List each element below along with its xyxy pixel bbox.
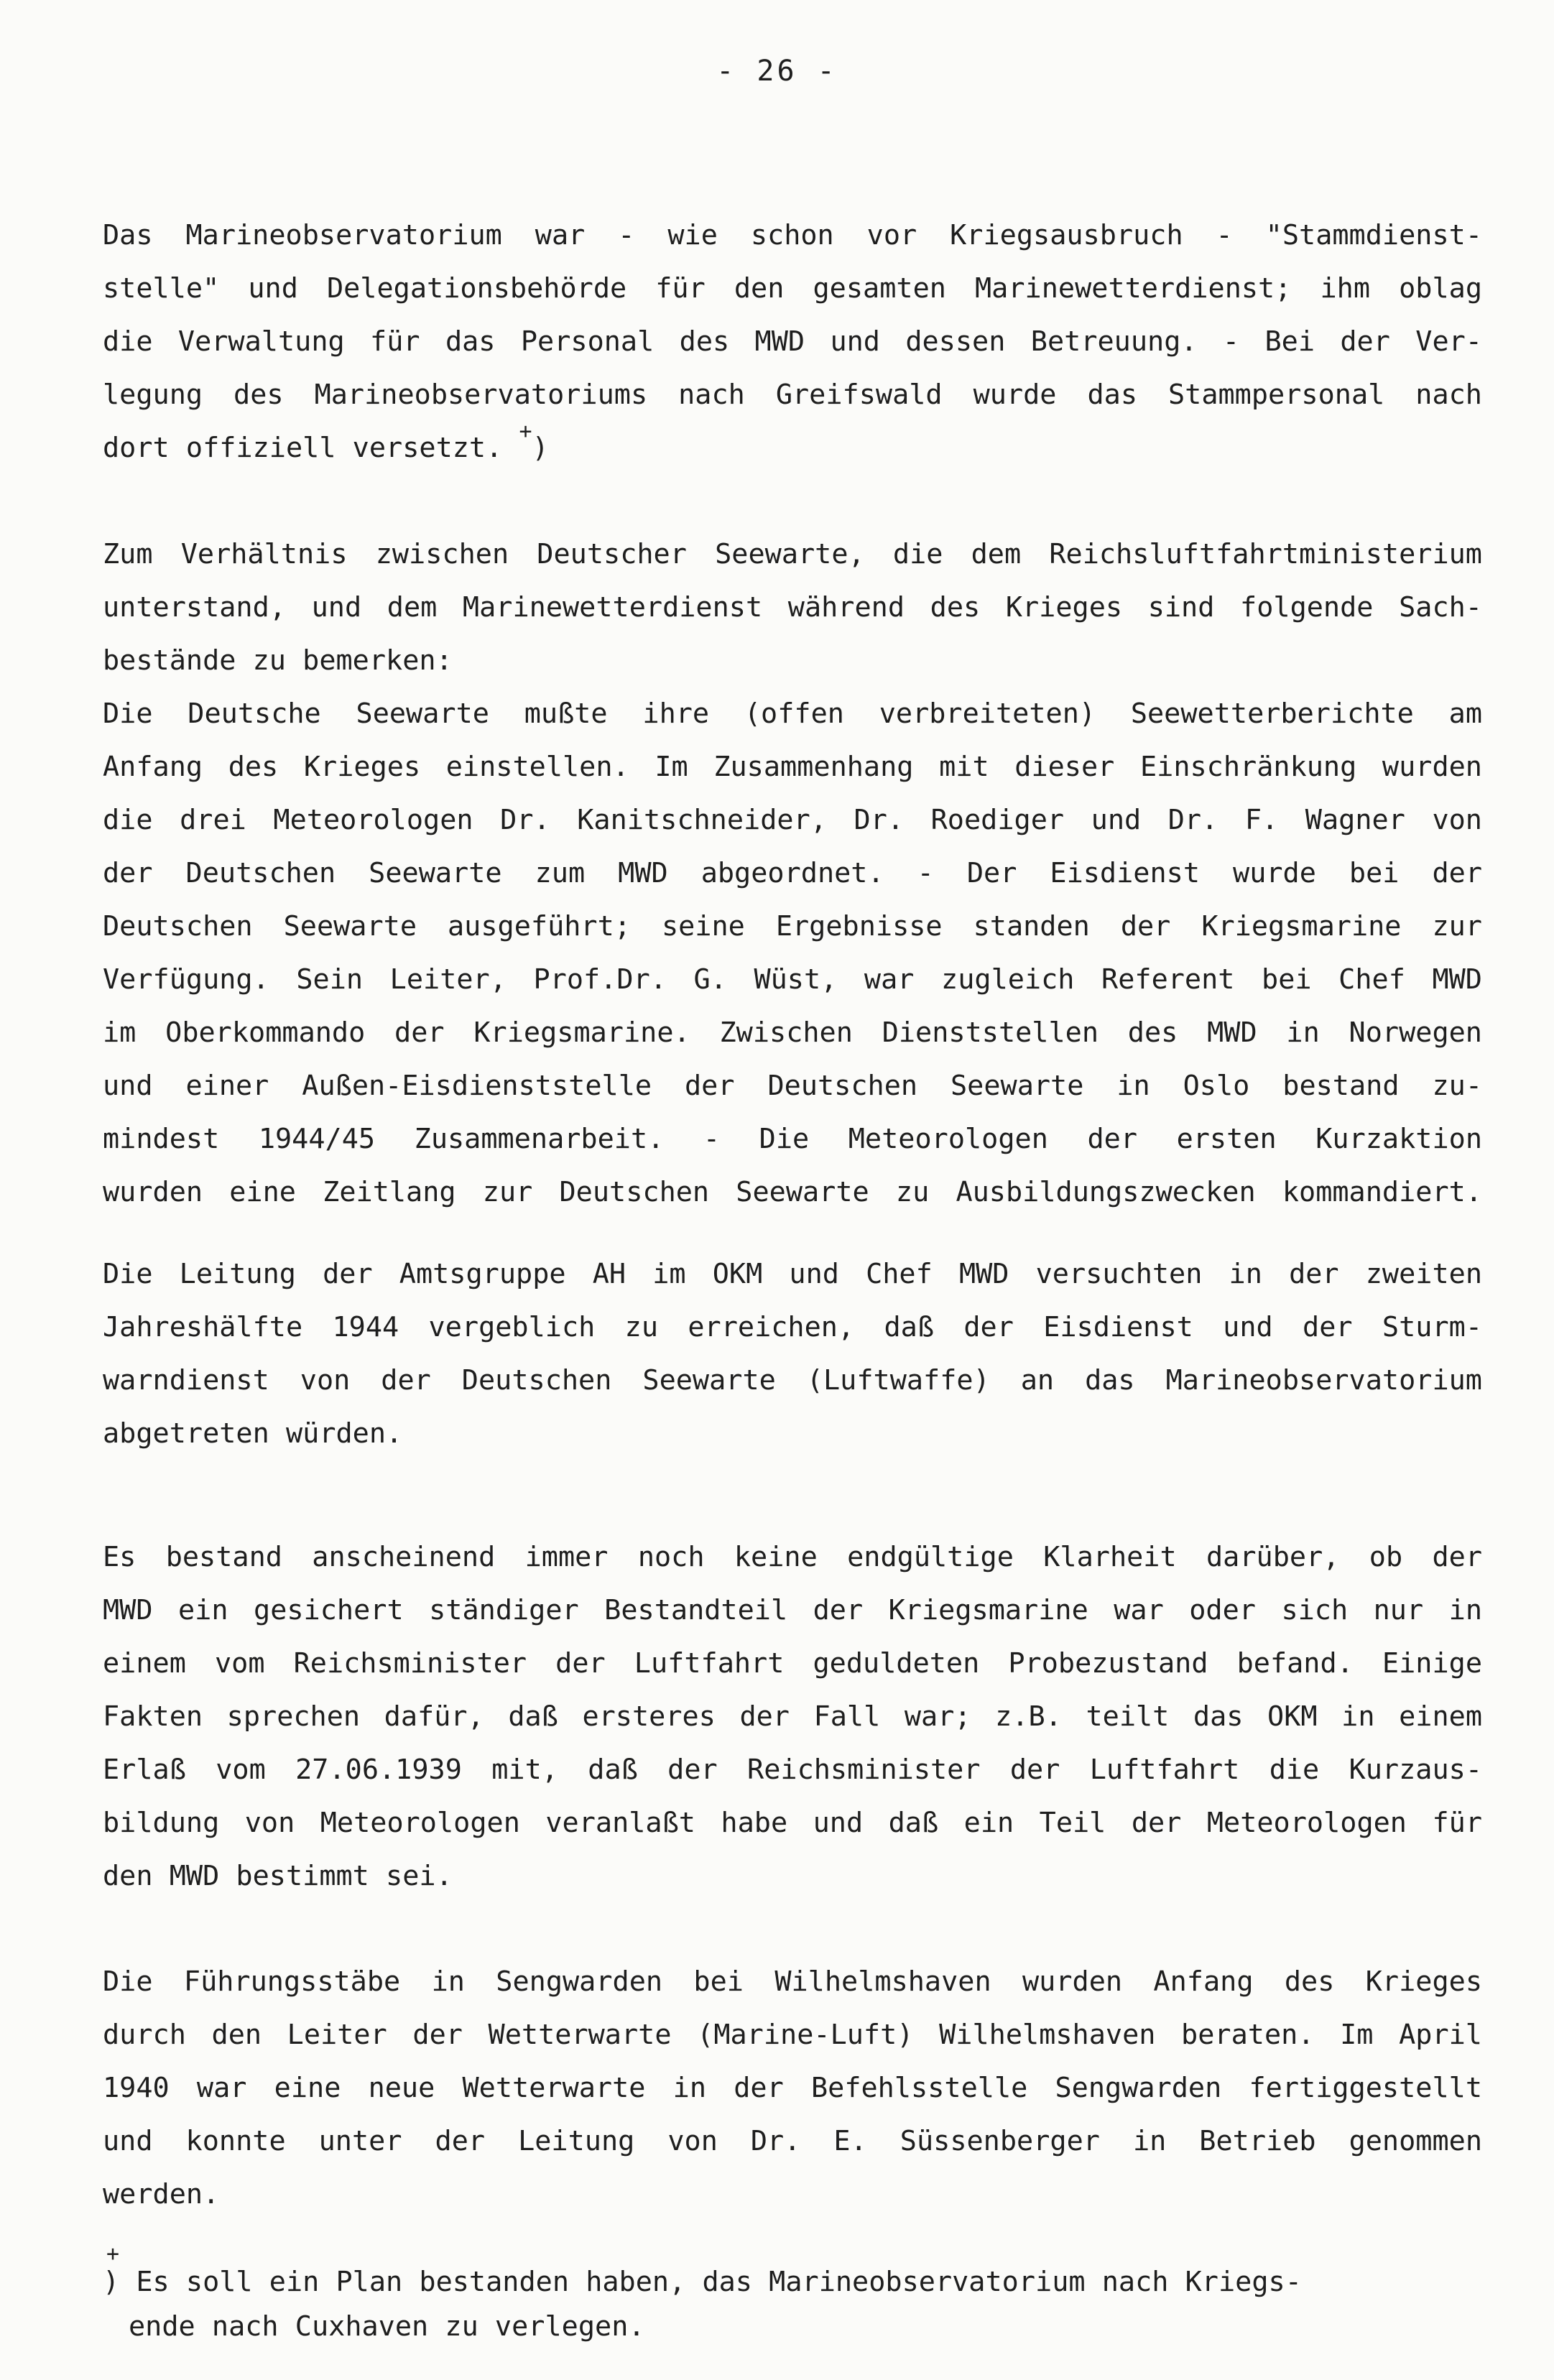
text-line: Es bestand anscheinend immer noch keine endgültige Klarheit darüber, ob der [103,1541,1482,1573]
text-line: Deutschen Seewarte ausgeführt; seine Ergebnisse standen der Kriegsmarine zur [103,910,1482,943]
footnote-line: ) Es soll ein Plan bestanden haben, das Marineobservatorium nach Kriegs- [103,2266,1302,2298]
text-line: abgetreten würden. [103,1417,403,1450]
text-line: 1940 war eine neue Wetterwarte in der Befehlsstelle Sengwarden fertiggestellt [103,2072,1482,2104]
text-line: bildung von Meteorologen veranlaßt habe und daß ein Teil der Meteorologen für [103,1807,1482,1839]
text-line: Fakten sprechen dafür, daß ersteres der Fall war; z.B. teilt das OKM in einem [103,1700,1482,1733]
text-line: die drei Meteorologen Dr. Kanitschneider, Dr. Roediger und Dr. F. Wagner von [103,804,1482,836]
text-line: Erlaß vom 27.06.1939 mit, daß der Reichsminister der Luftfahrt die Kurzaus- [103,1754,1482,1786]
text-line: Zum Verhältnis zwischen Deutscher Seewarte, die dem Reichsluftfahrtministerium [103,538,1482,570]
footnote-reference-mark: + [519,419,532,444]
text-line: einem vom Reichsminister der Luftfahrt geduldeten Probezustand befand. Einige [103,1647,1482,1680]
text-line: durch den Leiter der Wetterwarte (Marine-Luft) Wilhelmshaven beraten. Im April [103,2019,1482,2051]
text-line: und konnte unter der Leitung von Dr. E. Süssenberger in Betrieb genommen [103,2125,1482,2157]
footnote-reference-paren: ) [532,432,549,464]
text-line: MWD ein gesichert ständiger Bestandteil der Kriegsmarine war oder sich nur in [103,1594,1482,1626]
text-line: Verfügung. Sein Leiter, Prof.Dr. G. Wüst, war zugleich Referent bei Chef MWD [103,963,1482,996]
paragraph-amtsgruppe [103,1248,1482,1460]
text-line: Die Führungsstäbe in Sengwarden bei Wilhelmshaven wurden Anfang des Krieges [103,1965,1482,1998]
text-line: Jahreshälfte 1944 vergeblich zu erreichen, daß der Eisdienst und der Sturm- [103,1311,1482,1343]
text-line: Das Marineobservatorium war - wie schon vor Kriegsausbruch - "Stammdienst- [103,219,1482,251]
text-line: mindest 1944/45 Zusammenarbeit. - Die Meteorologen der ersten Kurzaktion [103,1123,1482,1155]
text-line [103,419,1482,475]
text-line: im Oberkommando der Kriegsmarine. Zwischen Dienststellen des MWD in Norwegen [103,1017,1482,1049]
text-line: warndienst von der Deutschen Seewarte (Luftwaffe) an das Marineobservatorium [103,1364,1482,1397]
text-line: die Verwaltung für das Personal des MWD und dessen Betreuung. - Bei der Ver- [103,325,1482,358]
text-line: unterstand, und dem Marinewetterdienst während des Krieges sind folgende Sach- [103,591,1482,624]
text-line: Die Leitung der Amtsgruppe AH im OKM und Chef MWD versuchten in der zweiten [103,1258,1482,1290]
text-line: den MWD bestimmt sei. [103,1860,453,1892]
page-number: - 26 - [716,55,838,88]
text-line: und einer Außen-Eisdienststelle der Deutschen Seewarte in Oslo bestand zu- [103,1070,1482,1102]
text-line: legung des Marineobservatoriums nach Greifswald wurde das Stammpersonal nach [103,379,1482,411]
footnote-line: ende nach Cuxhaven zu verlegen. [129,2310,645,2343]
text-line: werden. [103,2178,220,2210]
footnote [103,2260,1396,2349]
text-line: Die Deutsche Seewarte mußte ihre (offen verbreiteten) Seewetterberichte am [103,698,1482,730]
paragraph-marineobservatorium [103,209,1482,475]
text-line: der Deutschen Seewarte zum MWD abgeordnet. - Der Eisdienst wurde bei der [103,857,1482,889]
footnote-mark: + [106,2241,120,2266]
text-line-content: dort offiziell versetzt. [103,432,519,464]
text-line: bestände zu bemerken: [103,644,453,677]
text-line: stelle" und Delegationsbehörde für den gesamten Marinewetterdienst; ihm oblag [103,272,1482,305]
paragraph-seewarte [103,528,1482,1219]
paragraph-sengwarden [103,1955,1482,2221]
text-line: Anfang des Krieges einstellen. Im Zusammenhang mit dieser Einschränkung wurden [103,751,1482,783]
text-line: wurden eine Zeitlang zur Deutschen Seewarte zu Ausbildungszwecken kommandiert. [103,1176,1482,1208]
paragraph-klarheit [103,1531,1482,1903]
